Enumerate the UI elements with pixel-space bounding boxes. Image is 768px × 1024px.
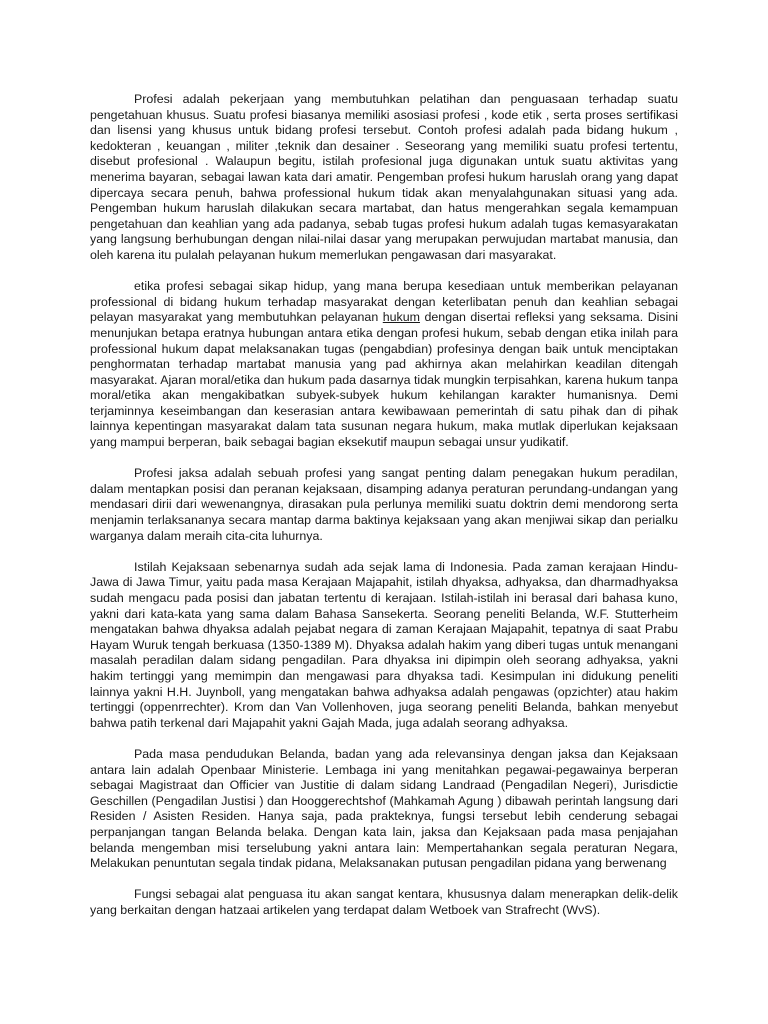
paragraph-fungsi-penguasa: Fungsi sebagai alat penguasa itu akan sangat kentara, khususnya dalam menerapkan delik-delik yang berkaitan dengan hatzaai artikelen yang terdapat dalam Wetboek van Strafrecht (WvS). xyxy=(90,887,678,917)
paragraph-istilah-kejaksaan: Istilah Kejaksaan sebenarnya sudah ada sejak lama di Indonesia. Pada zaman kerajaan Hindu-Jawa di Jawa Timur, yaitu pada masa Kerajaan Majapahit, istilah dhyaksa, adhyaksa, dan dharmadhyaksa sudah mengacu pada posisi dan jabatan tertentu di kerajaan. Istilah-istilah ini berasal dari bahasa kuno, yakni dari kata-kata yang sama dalam Bahasa Sansekerta. Seorang peneliti Belanda, W.F. Stutterheim mengatakan bahwa dhyaksa adalah pejabat negara di zaman Kerajaan Majapahit, tepatnya di saat Prabu Hayam Wuruk tengah berkuasa (1350-1389 M). Dhyaksa adalah hakim yang diberi tugas untuk menangani masalah peradilan dalam sidang pengadilan. Para dhyaksa ini dipimpin oleh seorang adhyaksa, yakni hakim tertinggi yang memimpin dan mengawasi para dhyaksa tadi. Kesimpulan ini didukung peneliti lainnya yakni H.H. Juynboll, yang mengatakan bahwa adhyaksa adalah pengawas (opzichter) atau hakim tertinggi (oppenrrechter). Krom dan Van Vollenhoven, juga seorang peneliti Belanda, bahkan menyebut bahwa patih terkenal dari Majapahit yakni Gajah Mada, juga adalah seorang adhyaksa. xyxy=(90,559,678,730)
document-page xyxy=(90,92,678,918)
paragraph-profesi: Profesi adalah pekerjaan yang membutuhkan pelatihan dan penguasaan terhadap suatu pengetahuan khusus. Suatu profesi biasanya memiliki asosiasi profesi , kode etik , serta proses sertifikasi dan lisensi yang khusus untuk bidang profesi tersebut. Contoh profesi adalah pada bidang hukum , kedokteran , keuangan , militer ,teknik dan desainer . Seseorang yang memiliki suatu profesi tertentu, disebut profesional . Walaupun begitu, istilah profesional juga digunakan untuk suatu aktivitas yang menerima bayaran, sebagai lawan kata dari amatir. Pengemban profesi hukum haruslah orang yang dapat dipercaya secara penuh, bahwa professional hukum tidak akan menyalahgunakan situasi yang ada. Pengemban hukum haruslah dilakukan secara martabat, dan hatus mengerahkan segala kemampuan pengetahuan dan keahlian yang ada padanya, sebab tugas profesi hukum adalah tugas kemasyarakatan yang langsung berhubungan dengan nilai-nilai dasar yang merupakan perwujudan martabat manusia, dan oleh karena itu pulalah pelayanan hukum memerlukan pengawasan dari masyarakat. xyxy=(90,92,678,262)
underlined-word-hukum: hukum xyxy=(382,310,420,325)
paragraph-etika-profesi xyxy=(90,279,678,451)
paragraph-etika-text-after: dengan disertai refleksi yang seksama. Disini menunjukan betapa eratnya hubungan antara etika dengan profesi hukum, sebab dengan etika inilah para professional hukum dapat melaksanakan tugas (pengabdian) profesinya dengan baik untuk menciptakan penghormatan terhadap martabat manusia yang pad akhirnya akan melahirkan keadilan ditengah masyarakat. Ajaran moral/etika dan hukum pada dasarnya tidak mungkin terpisahkan, karena hukum tanpa moral/etika akan mengakibatkan subyek-subyek hukum kehilangan karakter humanisnya. Demi terjaminnya keseimbangan dan keserasian antara kewibawaan pemerintah di satu pihak dan di pihak lainnya kepentingan masyarakat dalam tata susunan negara hukum, maka mutlak diperlukan kejaksaan yang mampui berperan, baik sebagai bagian eksekutif maupun sebagai unsur yudikatif. xyxy=(90,310,678,450)
paragraph-etika-text-before: etika profesi sebagai sikap hidup, yang mana berupa kesediaan untuk memberikan pelayanan professional di bidang hukum terhadap masyarakat dengan keterlibatan penuh dan keahlian sebagai pelayan masyarakat yang membutuhkan pelayanan xyxy=(90,279,678,325)
paragraph-masa-belanda: Pada masa pendudukan Belanda, badan yang ada relevansinya dengan jaksa dan Kejaksaan antara lain adalah Openbaar Ministerie. Lembaga ini yang menitahkan pegawai-pegawainya berperan sebagai Magistraat dan Officier van Justitie di dalam sidang Landraad (Pengadilan Negeri), Jurisdictie Geschillen (Pengadilan Justisi ) dan Hooggerechtshof (Mahkamah Agung ) dibawah perintah langsung dari Residen / Asisten Residen. Hanya saja, pada prakteknya, fungsi tersebut lebih cenderung sebagai perpanjangan tangan Belanda belaka. Dengan kata lain, jaksa dan Kejaksaan pada masa penjajahan belanda mengemban misi terselubung yakni antara lain: Mempertahankan segala peraturan Negara, Melakukan penuntutan segala tindak pidana, Melaksanakan putusan pengadilan pidana yang berwenang xyxy=(90,746,678,871)
paragraph-profesi-jaksa: Profesi jaksa adalah sebuah profesi yang sangat penting dalam penegakan hukum peradilan, dalam mentapkan posisi dan peranan kejaksaan, disamping adanya peraturan perundang-undangan yang mendasari dirii dari wewenangnya, dirasakan pula perlunya memiliki suatu doktrin demi mendorong serta menjamin terlaksananya secara mantap darma baktinya kejaksaan yang akan menjiwai sikap dan perialku warganya dalam meraih cita-cita luhurnya. xyxy=(90,466,678,543)
